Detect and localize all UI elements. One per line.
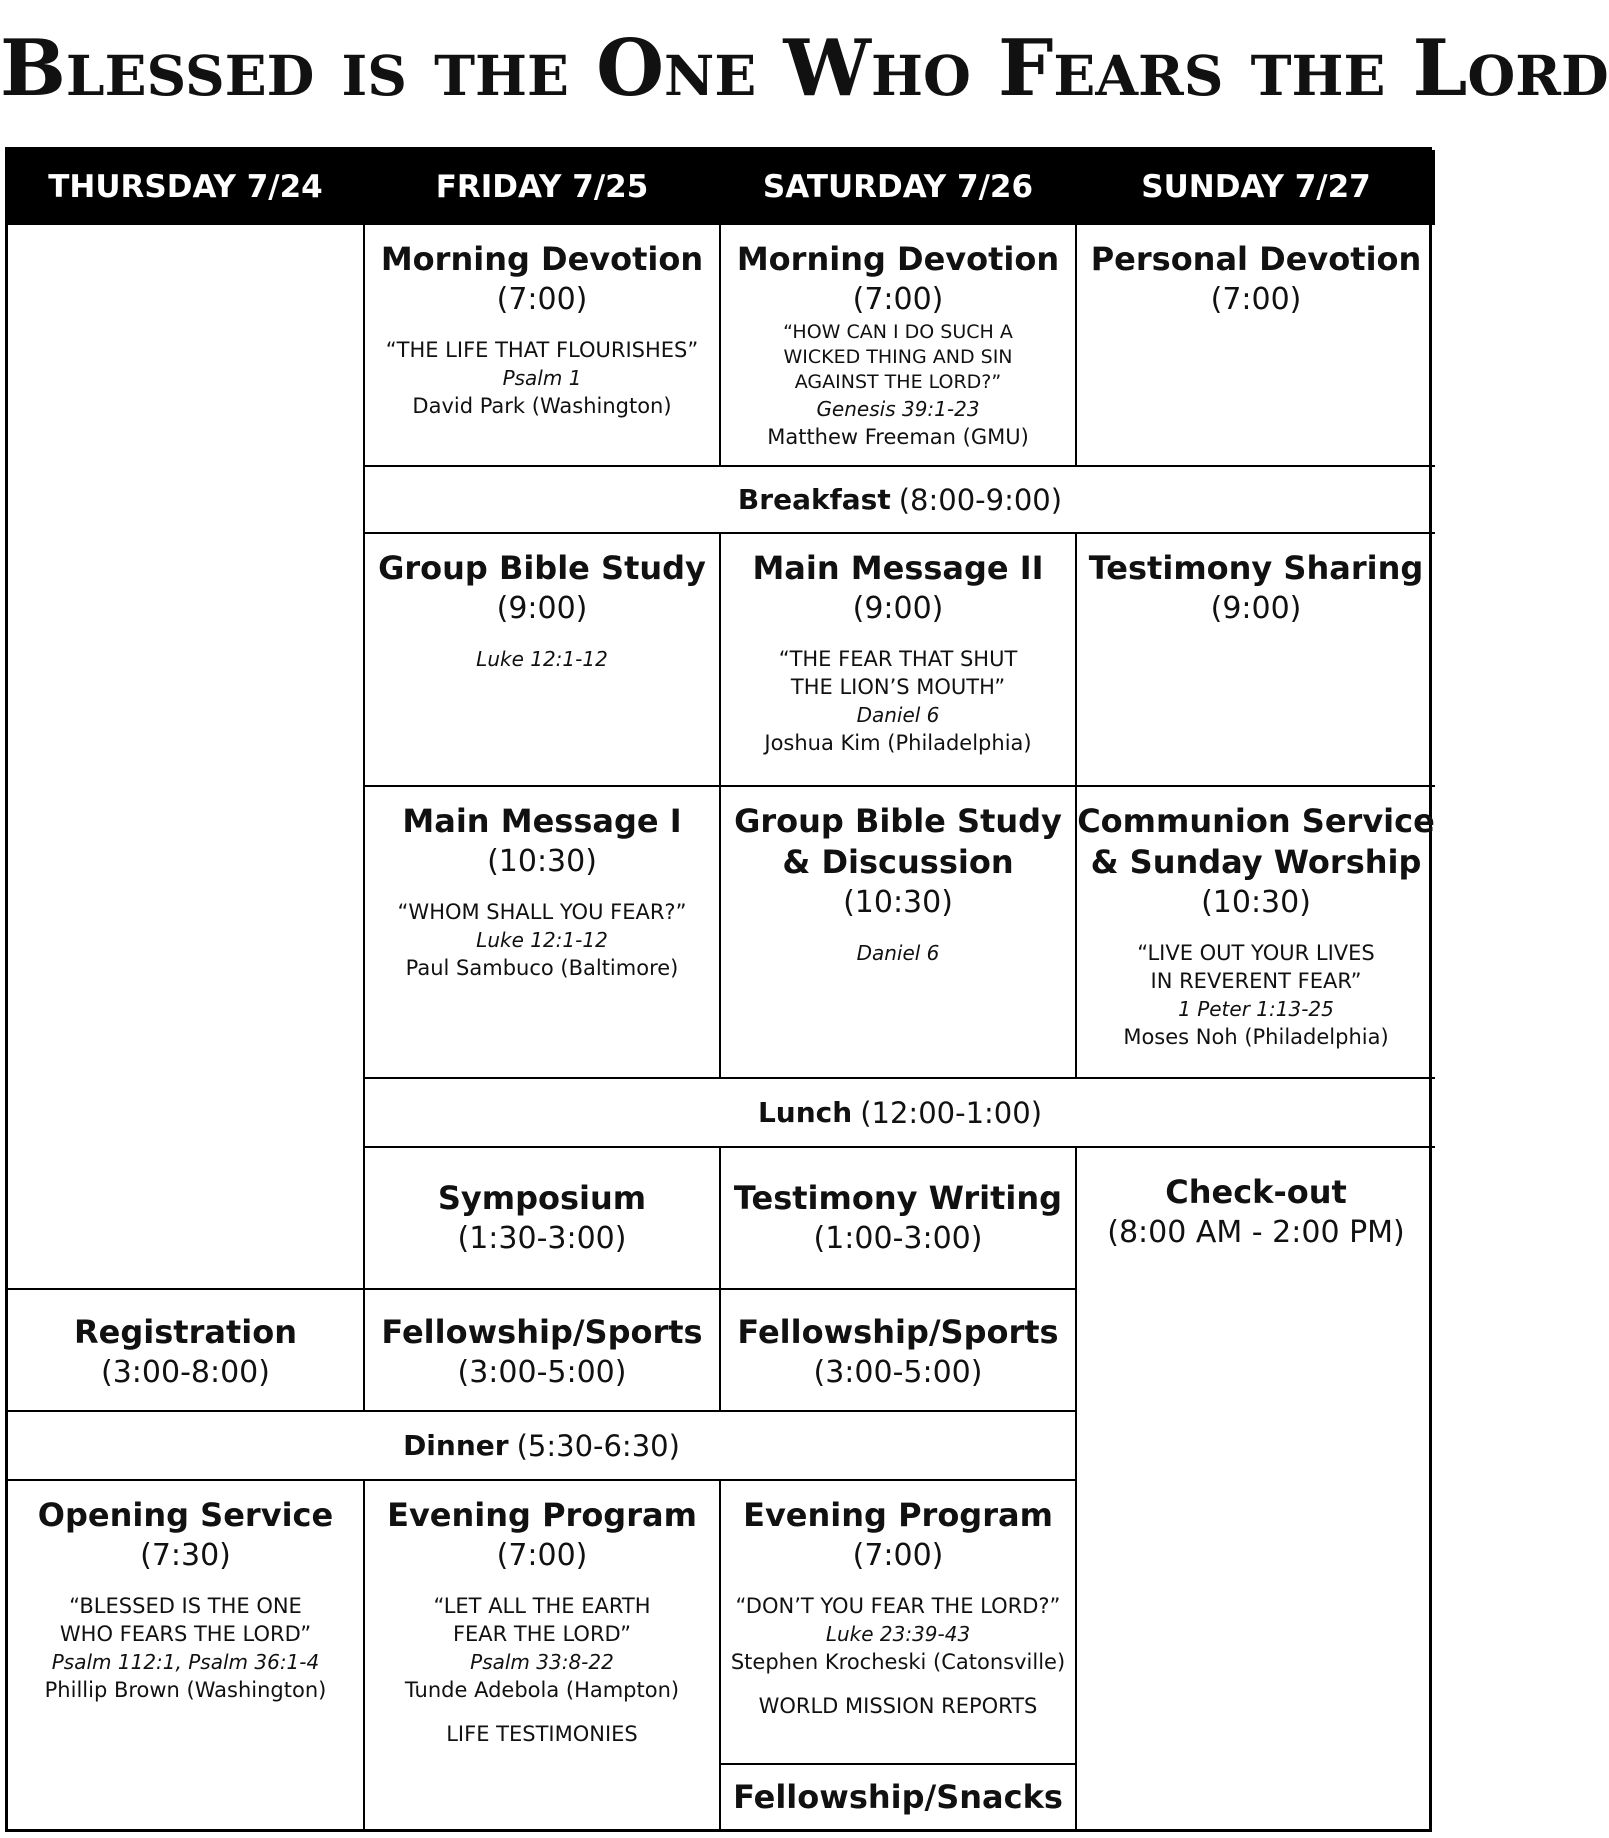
scripture-ref: Luke 12:1-12 (476, 928, 608, 952)
message-title-line: “LET ALL THE EARTH (433, 1594, 651, 1618)
saturday-morning-devotion (721, 225, 1077, 467)
saturday-group-bible-study (721, 787, 1077, 1079)
event-title: Fellowship/Sports (737, 1313, 1059, 1351)
event-time: (10:30) (1201, 885, 1311, 920)
meal-time: (12:00-1:00) (860, 1095, 1043, 1130)
event-title: Main Message I (402, 802, 682, 840)
message-title-line: FEAR THE LORD” (452, 1622, 632, 1646)
thursday-opening-service (8, 1481, 365, 1830)
event-time: (7:00) (496, 282, 588, 317)
message-title-line: THE LION’S MOUTH” (790, 675, 1006, 699)
header-saturday: SATURDAY 7/26 (721, 150, 1077, 225)
event-time: (3:00-8:00) (101, 1355, 270, 1390)
thursday-registration (8, 1290, 365, 1412)
message-title: “WHOM SHALL YOU FEAR?” (397, 900, 687, 924)
friday-evening-program (365, 1481, 721, 1830)
speaker: Phillip Brown (Washington) (44, 1678, 327, 1702)
speaker: Stephen Krocheski (Catonsville) (730, 1650, 1066, 1674)
speaker: Matthew Freeman (GMU) (767, 425, 1029, 449)
program-note: WORLD MISSION REPORTS (758, 1694, 1038, 1718)
message-title-line: IN REVERENT FEAR” (1150, 969, 1362, 993)
event-title: Fellowship/Snacks (733, 1778, 1063, 1816)
event-time: (8:00 AM - 2:00 PM) (1107, 1215, 1405, 1250)
speaker: David Park (Washington) (412, 394, 672, 418)
scripture-ref: 1 Peter 1:13-25 (1178, 997, 1334, 1021)
event-title: Morning Devotion (736, 240, 1060, 278)
event-title-line: Group Bible Study (734, 802, 1062, 840)
friday-symposium (365, 1148, 721, 1290)
event-time: (7:30) (140, 1538, 231, 1573)
friday-fellowship-sports (365, 1290, 721, 1412)
page-title: Blessed is the One Who Fears the Lord (0, 23, 1609, 114)
event-title: Morning Devotion (380, 240, 704, 278)
meal-label: Lunch (757, 1096, 853, 1129)
schedule-table (5, 147, 1435, 1832)
message-title-line: WICKED THING AND SIN (783, 346, 1013, 368)
message-title-line: AGAINST THE LORD?” (794, 371, 1002, 393)
event-time: (3:00-5:00) (457, 1355, 627, 1390)
event-title: Evening Program (387, 1496, 697, 1534)
speaker: Tunde Adebola (Hampton) (404, 1678, 680, 1702)
event-time: (9:00) (496, 591, 588, 626)
event-time: (7:00) (852, 1538, 944, 1573)
sunday-personal-devotion (1077, 225, 1435, 467)
event-title: Testimony Sharing (1088, 549, 1424, 587)
friday-main-message-1 (365, 787, 721, 1079)
saturday-testimony-writing (721, 1148, 1077, 1290)
friday-morning-devotion (365, 225, 721, 467)
speaker: Joshua Kim (Philadelphia) (764, 731, 1032, 755)
saturday-fellowship-snacks (721, 1765, 1077, 1830)
event-title-line: & Sunday Worship (1090, 843, 1422, 881)
event-time: (1:00-3:00) (813, 1221, 983, 1256)
saturday-fellowship-sports (721, 1290, 1077, 1412)
scripture-ref: Genesis 39:1-23 (816, 397, 980, 421)
event-title: Personal Devotion (1090, 240, 1422, 278)
message-title-line: “LIVE OUT YOUR LIVES (1137, 941, 1375, 965)
event-title-line: & Discussion (782, 843, 1014, 881)
header-sunday: SUNDAY 7/27 (1077, 150, 1435, 225)
scripture-ref: Daniel 6 (856, 941, 940, 965)
scripture-ref: Psalm 1 (502, 366, 582, 390)
breakfast-row (365, 467, 1435, 534)
event-time: (7:00) (1210, 282, 1302, 317)
event-time: (9:00) (852, 591, 944, 626)
event-title: Check-out (1165, 1173, 1347, 1211)
event-title: Registration (74, 1313, 297, 1351)
message-title: “DON’T YOU FEAR THE LORD?” (735, 1594, 1061, 1618)
speaker: Paul Sambuco (Baltimore) (405, 956, 679, 980)
meal-label: Dinner (403, 1429, 509, 1462)
dinner-row (8, 1412, 1077, 1481)
event-title: Symposium (437, 1179, 647, 1217)
meal-label: Breakfast (737, 483, 891, 516)
event-title: Evening Program (743, 1496, 1053, 1534)
event-time: (10:30) (487, 844, 597, 879)
thursday-empty-cell (8, 225, 365, 1290)
event-time: (7:00) (496, 1538, 588, 1573)
speaker: Moses Noh (Philadelphia) (1123, 1025, 1389, 1049)
program-note: LIFE TESTIMONIES (446, 1722, 638, 1746)
meal-time: (5:30-6:30) (516, 1428, 680, 1463)
message-title-line: “THE FEAR THAT SHUT (778, 647, 1018, 671)
event-title: Opening Service (37, 1496, 334, 1534)
saturday-evening-program (721, 1481, 1077, 1765)
meal-time: (8:00-9:00) (898, 482, 1063, 517)
event-title: Testimony Writing (733, 1179, 1063, 1217)
scripture-ref: Luke 12:1-12 (476, 647, 608, 671)
lunch-row (365, 1079, 1435, 1148)
scripture-ref: Psalm 112:1, Psalm 36:1-4 (51, 1650, 320, 1674)
saturday-main-message-2 (721, 534, 1077, 787)
event-time: (10:30) (843, 885, 953, 920)
event-time: (3:00-5:00) (813, 1355, 983, 1390)
sunday-worship (1077, 787, 1435, 1079)
message-title-line: “BLESSED IS THE ONE (69, 1594, 302, 1618)
event-title-line: Communion Service (1077, 802, 1435, 840)
header-friday: FRIDAY 7/25 (365, 150, 721, 225)
scripture-ref: Luke 23:39-43 (825, 1622, 971, 1646)
friday-group-bible-study (365, 534, 721, 787)
event-title: Main Message II (752, 549, 1044, 587)
header-thursday: THURSDAY 7/24 (8, 150, 365, 225)
message-title-line: WHO FEARS THE LORD” (59, 1622, 312, 1646)
event-time: (1:30-3:00) (457, 1221, 627, 1256)
sunday-testimony-sharing (1077, 534, 1435, 787)
scripture-ref: Daniel 6 (856, 703, 940, 727)
event-title: Fellowship/Sports (381, 1313, 703, 1351)
message-title: “THE LIFE THAT FLOURISHES” (385, 338, 699, 362)
message-title-line: “HOW CAN I DO SUCH A (783, 321, 1013, 343)
event-time: (7:00) (852, 282, 944, 317)
event-title: Group Bible Study (378, 549, 706, 587)
event-time: (9:00) (1210, 591, 1302, 626)
scripture-ref: Psalm 33:8-22 (470, 1650, 614, 1674)
sunday-check-out (1077, 1148, 1435, 1830)
